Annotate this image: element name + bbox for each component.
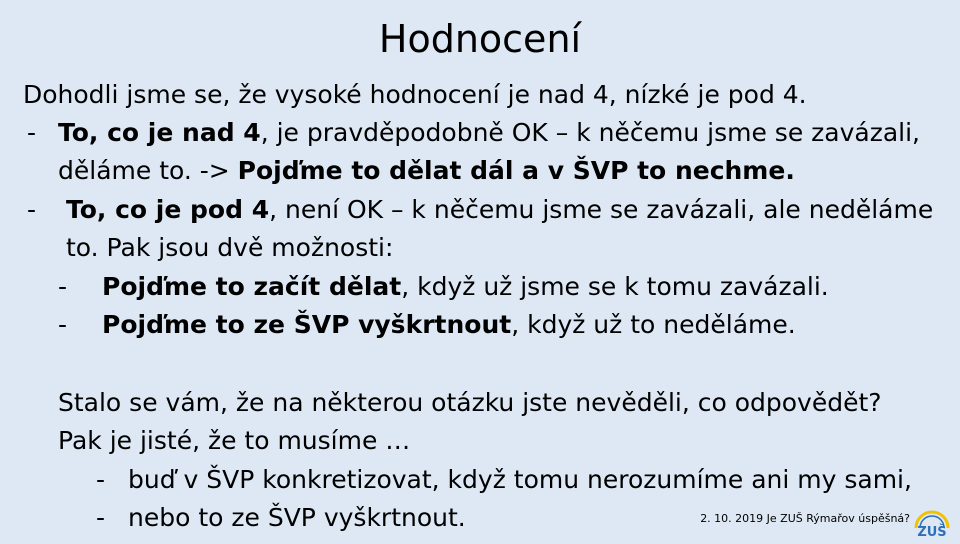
para2-sub2: nebo to ze ŠVP vyškrtnout. bbox=[128, 503, 466, 532]
para2-sub1: buď v ŠVP konkretizovat, když tomu nerozumíme ani my sami, bbox=[128, 465, 912, 494]
item2-sub2 bbox=[102, 308, 796, 342]
item2-sub1-text: , když už jsme se k tomu zavázali. bbox=[401, 272, 829, 301]
para2-line1: Stalo se vám, že na některou otázku jste nevěděli, co odpovědět? bbox=[58, 388, 882, 417]
item1-text2: děláme to. -> bbox=[58, 156, 238, 185]
item2-sub1 bbox=[102, 270, 829, 304]
item2-dash: - bbox=[27, 195, 37, 224]
footer-text: 2. 10. 2019 Je ZUŠ Rýmařov úspěšná? bbox=[700, 512, 910, 525]
item1-bold1: To, co je nad 4 bbox=[58, 118, 261, 147]
item2-sub2-dash: - bbox=[58, 310, 68, 339]
item2-sub1-bold: Pojďme to začít dělat bbox=[102, 272, 402, 301]
item1-bold2: Pojďme to dělat dál a v ŠVP to nechme. bbox=[237, 156, 795, 185]
item1-line2 bbox=[58, 154, 795, 188]
item2-line2: to. Pak jsou dvě možnosti: bbox=[66, 233, 394, 262]
item2-sub2-text: , když už to neděláme. bbox=[511, 310, 796, 339]
item1-line1 bbox=[58, 116, 920, 150]
item1-text1: , je pravděpodobně OK – k něčemu jsme se zavázali, bbox=[260, 118, 920, 147]
intro-line: Dohodli jsme se, že vysoké hodnocení je nad 4, nízké je pod 4. bbox=[23, 80, 807, 109]
item1-dash: - bbox=[27, 118, 37, 147]
para2-line2: Pak je jisté, že to musíme … bbox=[58, 426, 411, 455]
item2-sub1-dash: - bbox=[58, 272, 68, 301]
para2-sub1-dash: - bbox=[96, 465, 106, 494]
para2-sub2-dash: - bbox=[96, 503, 106, 532]
item2-line1 bbox=[66, 193, 933, 227]
item2-bold1: To, co je pod 4 bbox=[66, 195, 270, 224]
item2-text1: , není OK – k něčemu jsme se zavázali, ale neděláme bbox=[269, 195, 934, 224]
zus-logo-icon bbox=[912, 502, 952, 540]
slide-title: Hodnocení bbox=[378, 17, 582, 61]
item2-sub2-bold: Pojďme to ze ŠVP vyškrtnout bbox=[102, 310, 512, 339]
svg-text:ZUŠ: ZUŠ bbox=[917, 525, 947, 540]
